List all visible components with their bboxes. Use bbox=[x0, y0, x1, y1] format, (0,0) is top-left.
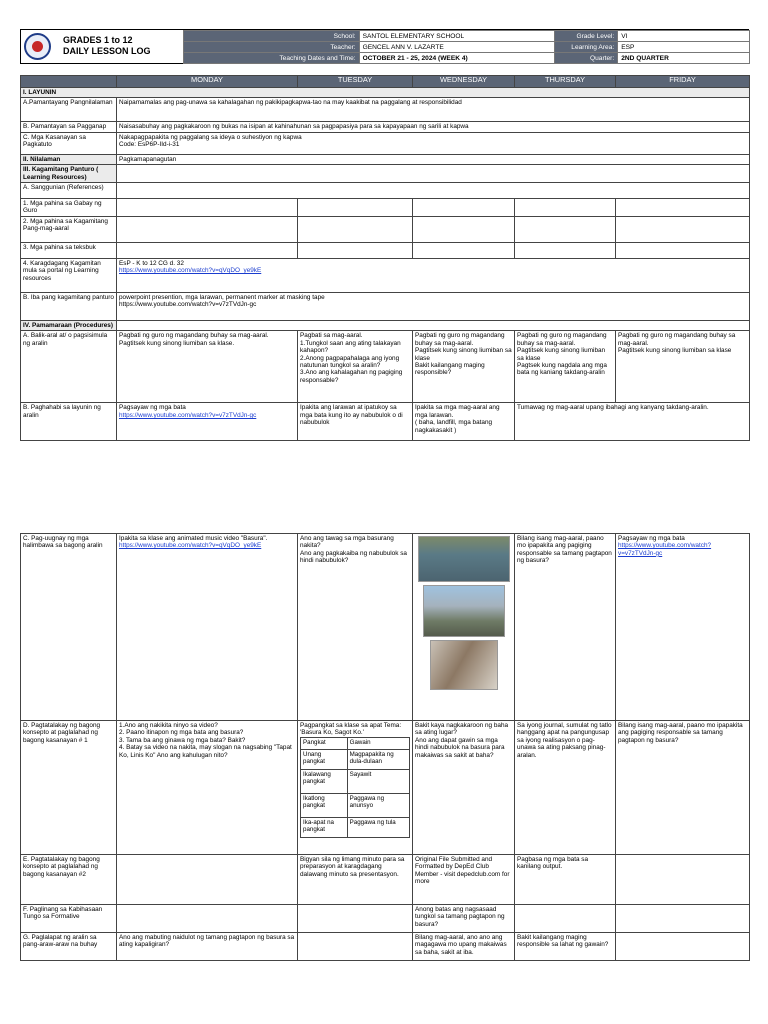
school-label: School: bbox=[184, 31, 360, 42]
pag-uugnay-thursday: Bilang isang mag-aaral, paano mo ipapakita ang pagiging responsable sa tamang pagtapon ng basura? bbox=[515, 534, 616, 721]
kabihasaan-tuesday bbox=[298, 905, 413, 933]
pag-uugnay-friday bbox=[616, 534, 750, 721]
cell bbox=[117, 243, 298, 259]
lesson-table-2 bbox=[20, 533, 750, 961]
pag-uugnay-wednesday bbox=[413, 534, 515, 721]
kasanayan-text: Nakapagpapakita ng paggalang sa ideya o suhestiyon ng kapwa bbox=[119, 133, 302, 141]
cell bbox=[117, 199, 298, 217]
kabihasaan-monday bbox=[117, 905, 298, 933]
cell bbox=[298, 199, 413, 217]
lesson-table-1 bbox=[20, 75, 750, 441]
quarter-value: 2ND QUARTER bbox=[618, 53, 750, 64]
paglalapat-thursday: Bakit kailangang maging responsible sa lahat ng gawain? bbox=[515, 933, 616, 961]
talakay1-tuesday bbox=[298, 721, 413, 855]
group-header-pangkat: Pangkat bbox=[301, 737, 348, 749]
talakay1-tuesday-intro: Pagpangkat sa klase sa apat Tema: 'Basura Ko, Sagot Ko.' bbox=[300, 722, 402, 737]
pag-uugnay-tuesday: Ano ang tawag sa mga basurang nakita? Ano ang pagkakaiba ng nabubulok sa hindi nabubulok? bbox=[298, 534, 413, 721]
title-line-2: DAILY LESSON LOG bbox=[63, 46, 151, 56]
paglalapat-monday: Ano ang mabuting naidulot ng tamang pagtapon ng basura sa ating kapaligiran? bbox=[117, 933, 298, 961]
label-teksbuk: 3. Mga pahina sa teksbuk bbox=[21, 243, 117, 259]
paghahabi-monday-text: Pagsayaw ng mga bata bbox=[119, 404, 186, 412]
nilalaman-text: Pagkamapanagutan bbox=[117, 154, 750, 164]
talakay2-thursday: Pagbasa ng mga bata sa kanilang output. bbox=[515, 855, 616, 905]
group-header-gawain: Gawain bbox=[347, 737, 409, 749]
balik-tuesday: Pagbati sa mag-aaral. 1.Tungkol saan ang ating talakayan kahapon? 2.Anong pagpapahalaga ang iyong natutunan tungkol sa aralin? 3.Ano ang kahalagahan ng pagiging responsable? bbox=[298, 331, 413, 403]
karagdagang-link[interactable]: https://www.youtube.com/watch?v=qVqDO_ye9kE bbox=[119, 267, 262, 275]
day-wednesday: WEDNESDAY bbox=[413, 76, 515, 88]
corner-cell bbox=[21, 76, 117, 88]
label-karagdagang: 4. Karagdagang Kagamitan mula sa portal ng Learning resources bbox=[21, 259, 117, 293]
header-title bbox=[63, 35, 151, 57]
label-iba: B. Iba pang kagamitang panturo bbox=[21, 293, 117, 321]
label-talakay-1: D. Pagtatalakay ng bagong konsepto at paglalahad ng bagong kasanayan # 1 bbox=[21, 721, 117, 855]
paghahabi-thursday: Tumawag ng mag-aaral upang ibahagi ang kanyang takdang-aralin. bbox=[515, 403, 750, 441]
kasanayan-code: Code: EsP6P-IId-i-31 bbox=[119, 141, 180, 149]
pag-uugnay-monday-text: Ipakita sa klase ang animated music video "Basura". bbox=[119, 535, 268, 542]
lesson-log-page-2 bbox=[0, 528, 768, 968]
label-kasanayan: C. Mga Kasanayan sa Pagkatuto bbox=[21, 132, 117, 154]
cell bbox=[515, 243, 616, 259]
label-pag-uugnay: C. Pag-uugnay ng mga halimbawa sa bagong aralin bbox=[21, 534, 117, 721]
kabihasaan-friday bbox=[616, 905, 750, 933]
label-sanggunian: A. Sanggunian (References) bbox=[21, 183, 117, 199]
label-pamantayang: A.Pamantayang Pangnilalaman bbox=[21, 98, 117, 122]
area-label: Learning Area: bbox=[555, 42, 618, 53]
landfill-photo bbox=[423, 585, 505, 637]
label-balik-aral: A. Balik-aral at/ o pagsisimula ng aralin bbox=[21, 331, 117, 403]
paghahabi-monday bbox=[117, 403, 298, 441]
paglalapat-wednesday: Bilang mag-aaral, ano ano ang magagawa mo upang makaiwas sa baha, sakit at iba. bbox=[413, 933, 515, 961]
group-name: Ikatlong pangkat bbox=[301, 793, 348, 817]
pamamaraan-empty bbox=[117, 321, 750, 331]
label-paghahabi: B. Paghahabi sa layunin ng aralin bbox=[21, 403, 117, 441]
group-task: Sayawit bbox=[347, 769, 409, 793]
group-name: Ikalawang pangkat bbox=[301, 769, 348, 793]
group-task: Paggawa ng anunsyo bbox=[347, 793, 409, 817]
cell bbox=[616, 243, 750, 259]
header-info-grid bbox=[183, 30, 750, 64]
cell bbox=[515, 199, 616, 217]
paghahabi-wednesday: Ipakita sa mga mag-aaral ang mga larawan. ( baha, landfill, mga batang nagkakasakit ) bbox=[413, 403, 515, 441]
kabihasaan-wednesday: Anong batas ang nagsasaad tungkol sa tamang pagtapon ng basura? bbox=[413, 905, 515, 933]
paghahabi-monday-link[interactable]: https://www.youtube.com/watch?v=v7zTVdJn-gc bbox=[119, 411, 257, 419]
balik-wednesday: Pagbati ng guro ng magandang buhay sa mag-aaral. Pagtitsek kung sinong liumiban sa klase Bakit kailangang maging responsible? bbox=[413, 331, 515, 403]
label-pagganap: B. Pamantayan sa Pagganap bbox=[21, 122, 117, 132]
balik-thursday: Pagbati ng guro ng magandang buhay sa mag-aaral. Pagtitsek kung sinong liumiban sa klase Pagtsek kung nagdala ang mga bata ng kaniang takdang-aralin bbox=[515, 331, 616, 403]
quarter-label: Quarter: bbox=[555, 53, 618, 64]
header bbox=[20, 29, 749, 64]
dates-label: Teaching Dates and Time: bbox=[184, 53, 360, 64]
talakay2-tuesday: Bigyan sila ng limang minuto para sa preparasyon at karagdagang dalawang minuto sa presentasyon. bbox=[298, 855, 413, 905]
kabihasaan-thursday bbox=[515, 905, 616, 933]
group-task: Paggawa ng tula bbox=[347, 817, 409, 837]
cell bbox=[298, 243, 413, 259]
iba-link: https://www.youtube.com/watch?v=v7zTVdJn-gc bbox=[119, 301, 257, 309]
pag-uugnay-monday-link[interactable]: https://www.youtube.com/watch?v=qVqDO_ye9kE bbox=[119, 542, 262, 550]
label-paglalapat: G. Paglalapat ng aralin sa pang-araw-araw na buhay bbox=[21, 933, 117, 961]
label-talakay-2: E. Pagtatalakay ng bagong konsepto at paglalahad ng bagong kasanayan #2 bbox=[21, 855, 117, 905]
pamantayang-text: Naipamamalas ang pag-unawa sa kahalagahan ng pakikipagkapwa-tao na may kaakibat na paggalang at responsibilidad bbox=[117, 98, 750, 122]
paglalapat-tuesday bbox=[298, 933, 413, 961]
pag-uugnay-monday bbox=[117, 534, 298, 721]
balik-friday: Pagbati ng guro ng magandang buhay sa mag-aaral. Pagtitsek kung sinong liumiban sa klase bbox=[616, 331, 750, 403]
label-kabihasaan: F. Paglinang sa Kabihasaan Tungo sa Formative bbox=[21, 905, 117, 933]
lesson-log-page-1 bbox=[0, 0, 768, 490]
sanggunian-empty bbox=[117, 183, 750, 199]
pag-uugnay-friday-link[interactable]: https://www.youtube.com/watch?v=v7zTVdJn-gc bbox=[618, 542, 712, 557]
group-table bbox=[300, 737, 410, 838]
cell bbox=[616, 199, 750, 217]
cell bbox=[298, 217, 413, 243]
iba-text: powerpoint presention, mga larawan, permanent marker at masking tape bbox=[119, 294, 325, 302]
talakay1-thursday: Sa iyong journal, sumulat ng tatlo hanggang apat na pangungusap sa iyong realisasyon o pag-unawa sa ating paksang pinag-aralan. bbox=[515, 721, 616, 855]
grade-value: VI bbox=[618, 31, 750, 42]
talakay2-monday bbox=[117, 855, 298, 905]
talakay1-friday: Bilang isang mag-aaral, paano mo ipapakita ang pagiging responsable sa tamang pagtapon ng basura? bbox=[616, 721, 750, 855]
talakay2-wednesday: Original File Submitted and Formatted by DepEd Club Member - visit depedclub.com for more bbox=[413, 855, 515, 905]
paglalapat-friday bbox=[616, 933, 750, 961]
cell bbox=[413, 217, 515, 243]
cell bbox=[413, 199, 515, 217]
iba-cell bbox=[117, 293, 750, 321]
day-monday: MONDAY bbox=[117, 76, 298, 88]
day-tuesday: TUESDAY bbox=[298, 76, 413, 88]
flood-photo bbox=[418, 536, 510, 582]
karagdagang-cell bbox=[117, 259, 750, 293]
teacher-value: GENCEL ANN V. LAZARTE bbox=[359, 42, 555, 53]
dates-value: OCTOBER 21 - 25, 2024 (WEEK 4) bbox=[359, 53, 555, 64]
grade-label: Grade Level: bbox=[555, 31, 618, 42]
talakay1-wednesday: Bakit kaya nagkakaroon ng baha sa ating lugar? Ano ang dapat gawin sa mga hindi nabubulok na basura para makaiwas sa sakit at baha? bbox=[413, 721, 515, 855]
school-value: SANTOL ELEMENTARY SCHOOL bbox=[359, 31, 555, 42]
area-value: ESP bbox=[618, 42, 750, 53]
kagamitan-empty bbox=[117, 165, 750, 183]
label-pamamaraan: IV. Pamamaraan (Procedures) bbox=[21, 321, 117, 331]
group-name: Unang pangkat bbox=[301, 749, 348, 769]
talakay2-friday bbox=[616, 855, 750, 905]
label-nilalaman: II. Nilalaman bbox=[21, 154, 117, 164]
deped-seal-icon bbox=[24, 33, 51, 60]
cell bbox=[515, 217, 616, 243]
sick-child-photo bbox=[430, 640, 498, 690]
day-thursday: THURSDAY bbox=[515, 76, 616, 88]
label-kagamitan: III. Kagamitang Panturo ( Learning Resources) bbox=[21, 165, 117, 183]
pag-uugnay-friday-text: Pagsayaw ng mga bata bbox=[618, 535, 685, 542]
cell bbox=[616, 217, 750, 243]
cell bbox=[413, 243, 515, 259]
pagganap-text: Naisasabuhay ang pagkakaroon ng bukas na isipan at kahinahunan sa pagpapasiya para sa kapayapaan ng sarili at kapwa bbox=[117, 122, 750, 132]
section-layunin: I. LAYUNIN bbox=[21, 88, 750, 98]
cell bbox=[117, 217, 298, 243]
paghahabi-tuesday: Ipakita ang larawan at ipatukoy sa mga bata kung ito ay nabubulok o di nabubulok bbox=[298, 403, 413, 441]
teacher-label: Teacher: bbox=[184, 42, 360, 53]
group-name: Ika-apat na pangkat bbox=[301, 817, 348, 837]
karagdagang-text: EsP - K to 12 CG d. 32 bbox=[119, 260, 184, 268]
label-kagamitan-pang: 2. Mga pahina sa Kagamitang Pang-mag-aaral bbox=[21, 217, 117, 243]
group-task: Magpapakita ng dula-dulaan bbox=[347, 749, 409, 769]
day-friday: FRIDAY bbox=[616, 76, 750, 88]
label-gabay: 1. Mga pahina sa Gabay ng Guro bbox=[21, 199, 117, 217]
balik-monday: Pagbati ng guro ng magandang buhay sa mag-aaral. Pagtitsek kung sinong liumiban sa klase. bbox=[117, 331, 298, 403]
title-line-1: GRADES 1 to 12 bbox=[63, 35, 133, 45]
kasanayan-cell bbox=[117, 132, 750, 154]
talakay1-monday: 1.Ano ang nakikita ninyo sa video? 2. Paano itinapon ng mga bata ang basura? 3. Tama ba ang ginawa ng mga bata? Bakit? 4. Batay sa video na nakita, may slogan na nagsabing "Tapat Ko, Linis Ko" Ano ang kahulugan nito? bbox=[117, 721, 298, 855]
